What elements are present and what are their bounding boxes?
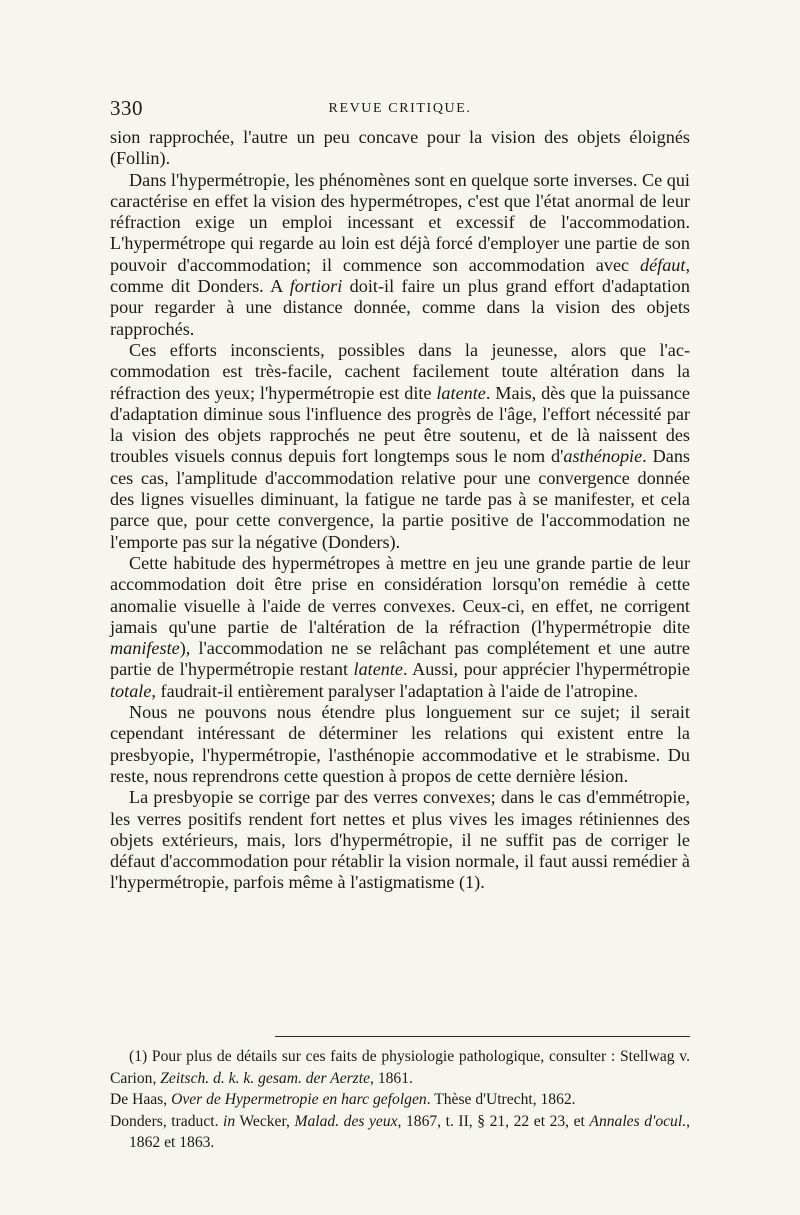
italic-text: latente bbox=[353, 659, 404, 680]
footnote-fn1 bbox=[110, 1046, 690, 1089]
italic-text: latente bbox=[436, 382, 486, 403]
italic-text: totale bbox=[110, 680, 152, 701]
text-run: . Aussi, pour apprécier l'hypermétropie bbox=[403, 659, 690, 680]
text-run: (1) Pour plus de détails sur ces faits de physiologie pathologique, consulter : Stellwag v. Carion, bbox=[110, 1048, 690, 1087]
text-run: doit-il faire un plus grand effort d'adaptation pour regarder à une distance donnée, comme dans la vision des objets rapprochés. bbox=[110, 276, 690, 339]
text-run: Ces efforts inconscients, possibles dans la jeunesse, alors que l'accommodation est très-facile, cachent facilement toute altération dans la réfraction des yeux; l'hypermétropie est dite bbox=[110, 339, 690, 403]
italic-text: fortiori bbox=[289, 276, 343, 297]
text-run: . Dans ces cas, l'amplitude d'accommodation relative pour une convergence donnée des lignes visuelles diminuant, la fatigue ne tarde pas à se manifester, et cela parce que, pour cette convergence, la partie positive de l'accommodation ne l'emporte pas sur la négative (Donders). bbox=[110, 446, 690, 552]
text-run: ), l'accommodation ne se relâchant pas complétement et une autre partie de l'hypermétropie restant bbox=[110, 638, 690, 680]
paragraph-p2 bbox=[110, 340, 690, 553]
italic-text: Annales d'ocul. bbox=[589, 1112, 687, 1130]
italic-text: manifeste bbox=[110, 638, 180, 659]
text-run: , faudrait-il entièrement paralyser l'adaptation à l'aide de l'atropine. bbox=[151, 680, 638, 701]
paragraph-p0 bbox=[110, 127, 690, 170]
text-run: Nous ne pouvons nous étendre plus longuement sur ce sujet; il serait cependant intéressant de déterminer les relations qui existent entre la presbyopie, l'hypermétropie, l'asthénopie accommodative et le strabisme. Du reste, nous reprendrons cette question à propos de cette dernière lésion. bbox=[110, 702, 690, 786]
text-run: , 1867, t. II, § 21, 22 et 23, et bbox=[397, 1112, 590, 1130]
footnote-rule bbox=[275, 1036, 690, 1037]
paragraph-p3 bbox=[110, 553, 690, 702]
paragraph-p5 bbox=[110, 787, 690, 893]
text-run: Wecker, bbox=[235, 1112, 295, 1130]
italic-text: in bbox=[223, 1112, 236, 1130]
text-run: Dans l'hypermétropie, les phénomènes sont en quelque sorte inverses. Ce qui caractérise en effet la vision des hypermétropes, c'est que l'état anormal de leur réfraction exige un emploi incessant et excessif de l'accommodation. L'hypermétrope qui regarde au loin est déjà forcé d'employer une partie de son pouvoir d'accommodation; il commence son accommodation avec bbox=[110, 169, 690, 275]
italic-text: Malad. des yeux bbox=[294, 1112, 398, 1130]
paragraph-p4 bbox=[110, 702, 690, 787]
body-text bbox=[110, 127, 690, 894]
text-run: . Thèse d'Utrecht, 1862. bbox=[426, 1091, 576, 1108]
paragraph-p1 bbox=[110, 170, 690, 340]
italic-text: asthénopie bbox=[563, 446, 643, 467]
footnote-fn3 bbox=[110, 1111, 690, 1154]
running-title: REVUE CRITIQUE. bbox=[328, 101, 472, 116]
text-run: La presbyopie se corrige par des verres convexes; dans le cas d'emmétropie, les verres positifs rendent fort nettes et plus vives les images rétiniennes des objets extérieurs, mais, lors d'hypermétropie, il ne suffit pas de corriger le défaut d'accommodation pour rétablir la vision normale, il faut aussi remédier à l'hypermétropie, parfois même à l'astigmatisme (1). bbox=[110, 787, 690, 893]
italic-text: défaut bbox=[639, 254, 686, 275]
text-run: Cette habitude des hypermétropes à mettre en jeu une grande partie de leur accommodation doit être prise en considération lorsqu'on remédie à cette anomalie visuelle à l'aide de verres convexes. Ceux-ci, en effet, ne corrigent jamais qu'une partie de l'altération de la réfraction (l'hypermétropie dite bbox=[110, 552, 690, 637]
italic-text: Over de Hypermetropie en harc gefolgen bbox=[171, 1091, 427, 1108]
italic-text: Zeitsch. d. k. k. gesam. der Aerzte bbox=[160, 1069, 371, 1087]
text-run: , 1861. bbox=[370, 1069, 413, 1087]
page-number: 330 bbox=[110, 96, 143, 120]
footnotes bbox=[110, 1046, 690, 1154]
text-run: sion rapprochée, l'autre un peu concave pour la vision des objets éloignés (Follin). bbox=[110, 127, 690, 169]
text-run: , 1862 et 1863. bbox=[129, 1112, 690, 1151]
footnote-fn2 bbox=[110, 1089, 690, 1111]
text-run: De Haas, bbox=[110, 1091, 172, 1108]
text-run: Donders, traduct. bbox=[110, 1112, 224, 1130]
text-run: . Mais, dès que la puissance d'adaptation diminue sous l'influence des progrès de l'âge, l'effort nécessité par la vision des objets rapprochés ne peut être soutenu, et de là naissent des troubles visuels connus depuis fort longtemps sous le nom d' bbox=[110, 382, 690, 467]
text-run: , comme dit Donders. A bbox=[110, 254, 690, 297]
running-head bbox=[110, 96, 690, 122]
